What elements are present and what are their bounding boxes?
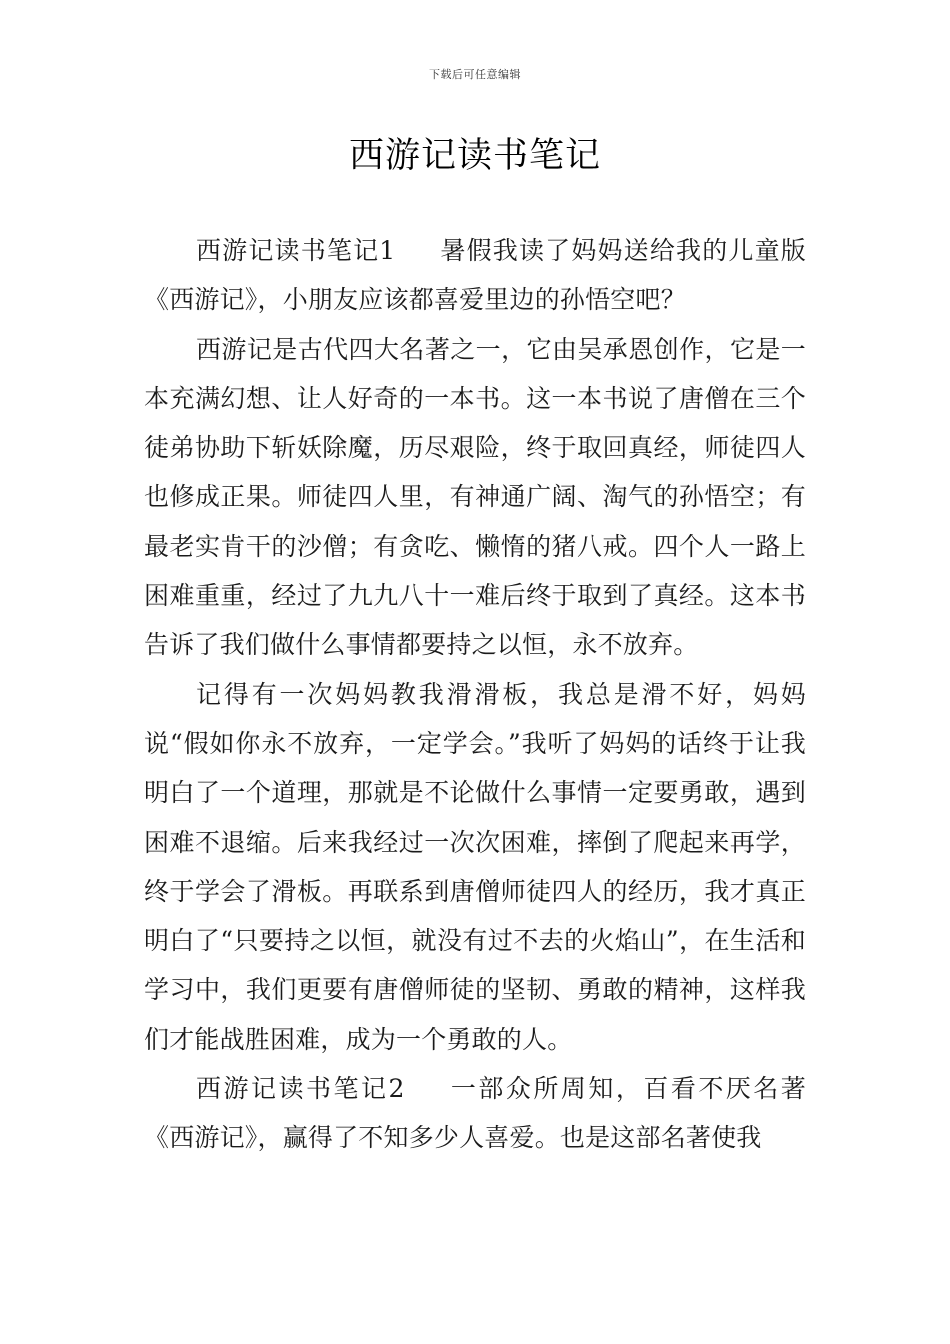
entry-heading-1: 西游记读书笔记1 <box>196 236 396 265</box>
entry-heading-2: 西游记读书笔记2 <box>196 1074 405 1104</box>
paragraph-text: 暑假我读了妈妈送给我的儿童版《西游记》，小朋友应该都喜爱里边的孙悟空吧？ <box>144 236 806 315</box>
header-note: 下载后可任意编辑 <box>429 68 521 81</box>
paragraph-text: 西游记是古代四大名著之一，它由吴承恩创作，它是一本充满幻想、让人好奇的一本书。这一本书说了唐僧在三个徒弟协助下斩妖除魔，历尽艰险，终于取回真经，师徒四人也修成正果。师徒四人里，有神通广阔、淘气的孙悟空；有最老实肯干的沙僧；有贪吃、懒惰的猪八戒。四个人一路上困难重重，经过了九九八十一难后终于取到了真经。这本书告诉了我们做什么事情都要持之以恒，永不放弃。 <box>144 334 806 660</box>
paragraph-text: 记得有一次妈妈教我滑滑板，我总是滑不好，妈妈说“假如你永不放弃，一定学会。”我听了妈妈的话终于让我明白了一个道理，那就是不论做什么事情一定要勇敢，遇到困难不退缩。后来我经过一次次困难，摔倒了爬起来再学，终于学会了滑板。再联系到唐僧师徒四人的经历，我才真正明白了“只要持之以恒，就没有过不去的火焰山”，在生活和学习中，我们更要有唐僧师徒的坚韧、勇敢的精神，这样我们才能战胜困难，成为一个勇敢的人。 <box>144 679 806 1054</box>
document-title: 西游记读书笔记 <box>348 136 601 176</box>
paragraph-book-summary <box>144 325 806 670</box>
paragraph-text: 一部众所周知，百看不厌名著《西游记》，赢得了不知多少人喜爱。也是这部名著使我 <box>144 1074 806 1153</box>
paragraph-personal-story <box>144 670 806 1064</box>
document-body <box>144 226 806 1163</box>
paragraph-note-2-intro <box>144 1064 806 1163</box>
paragraph-note-1-intro <box>144 226 806 325</box>
